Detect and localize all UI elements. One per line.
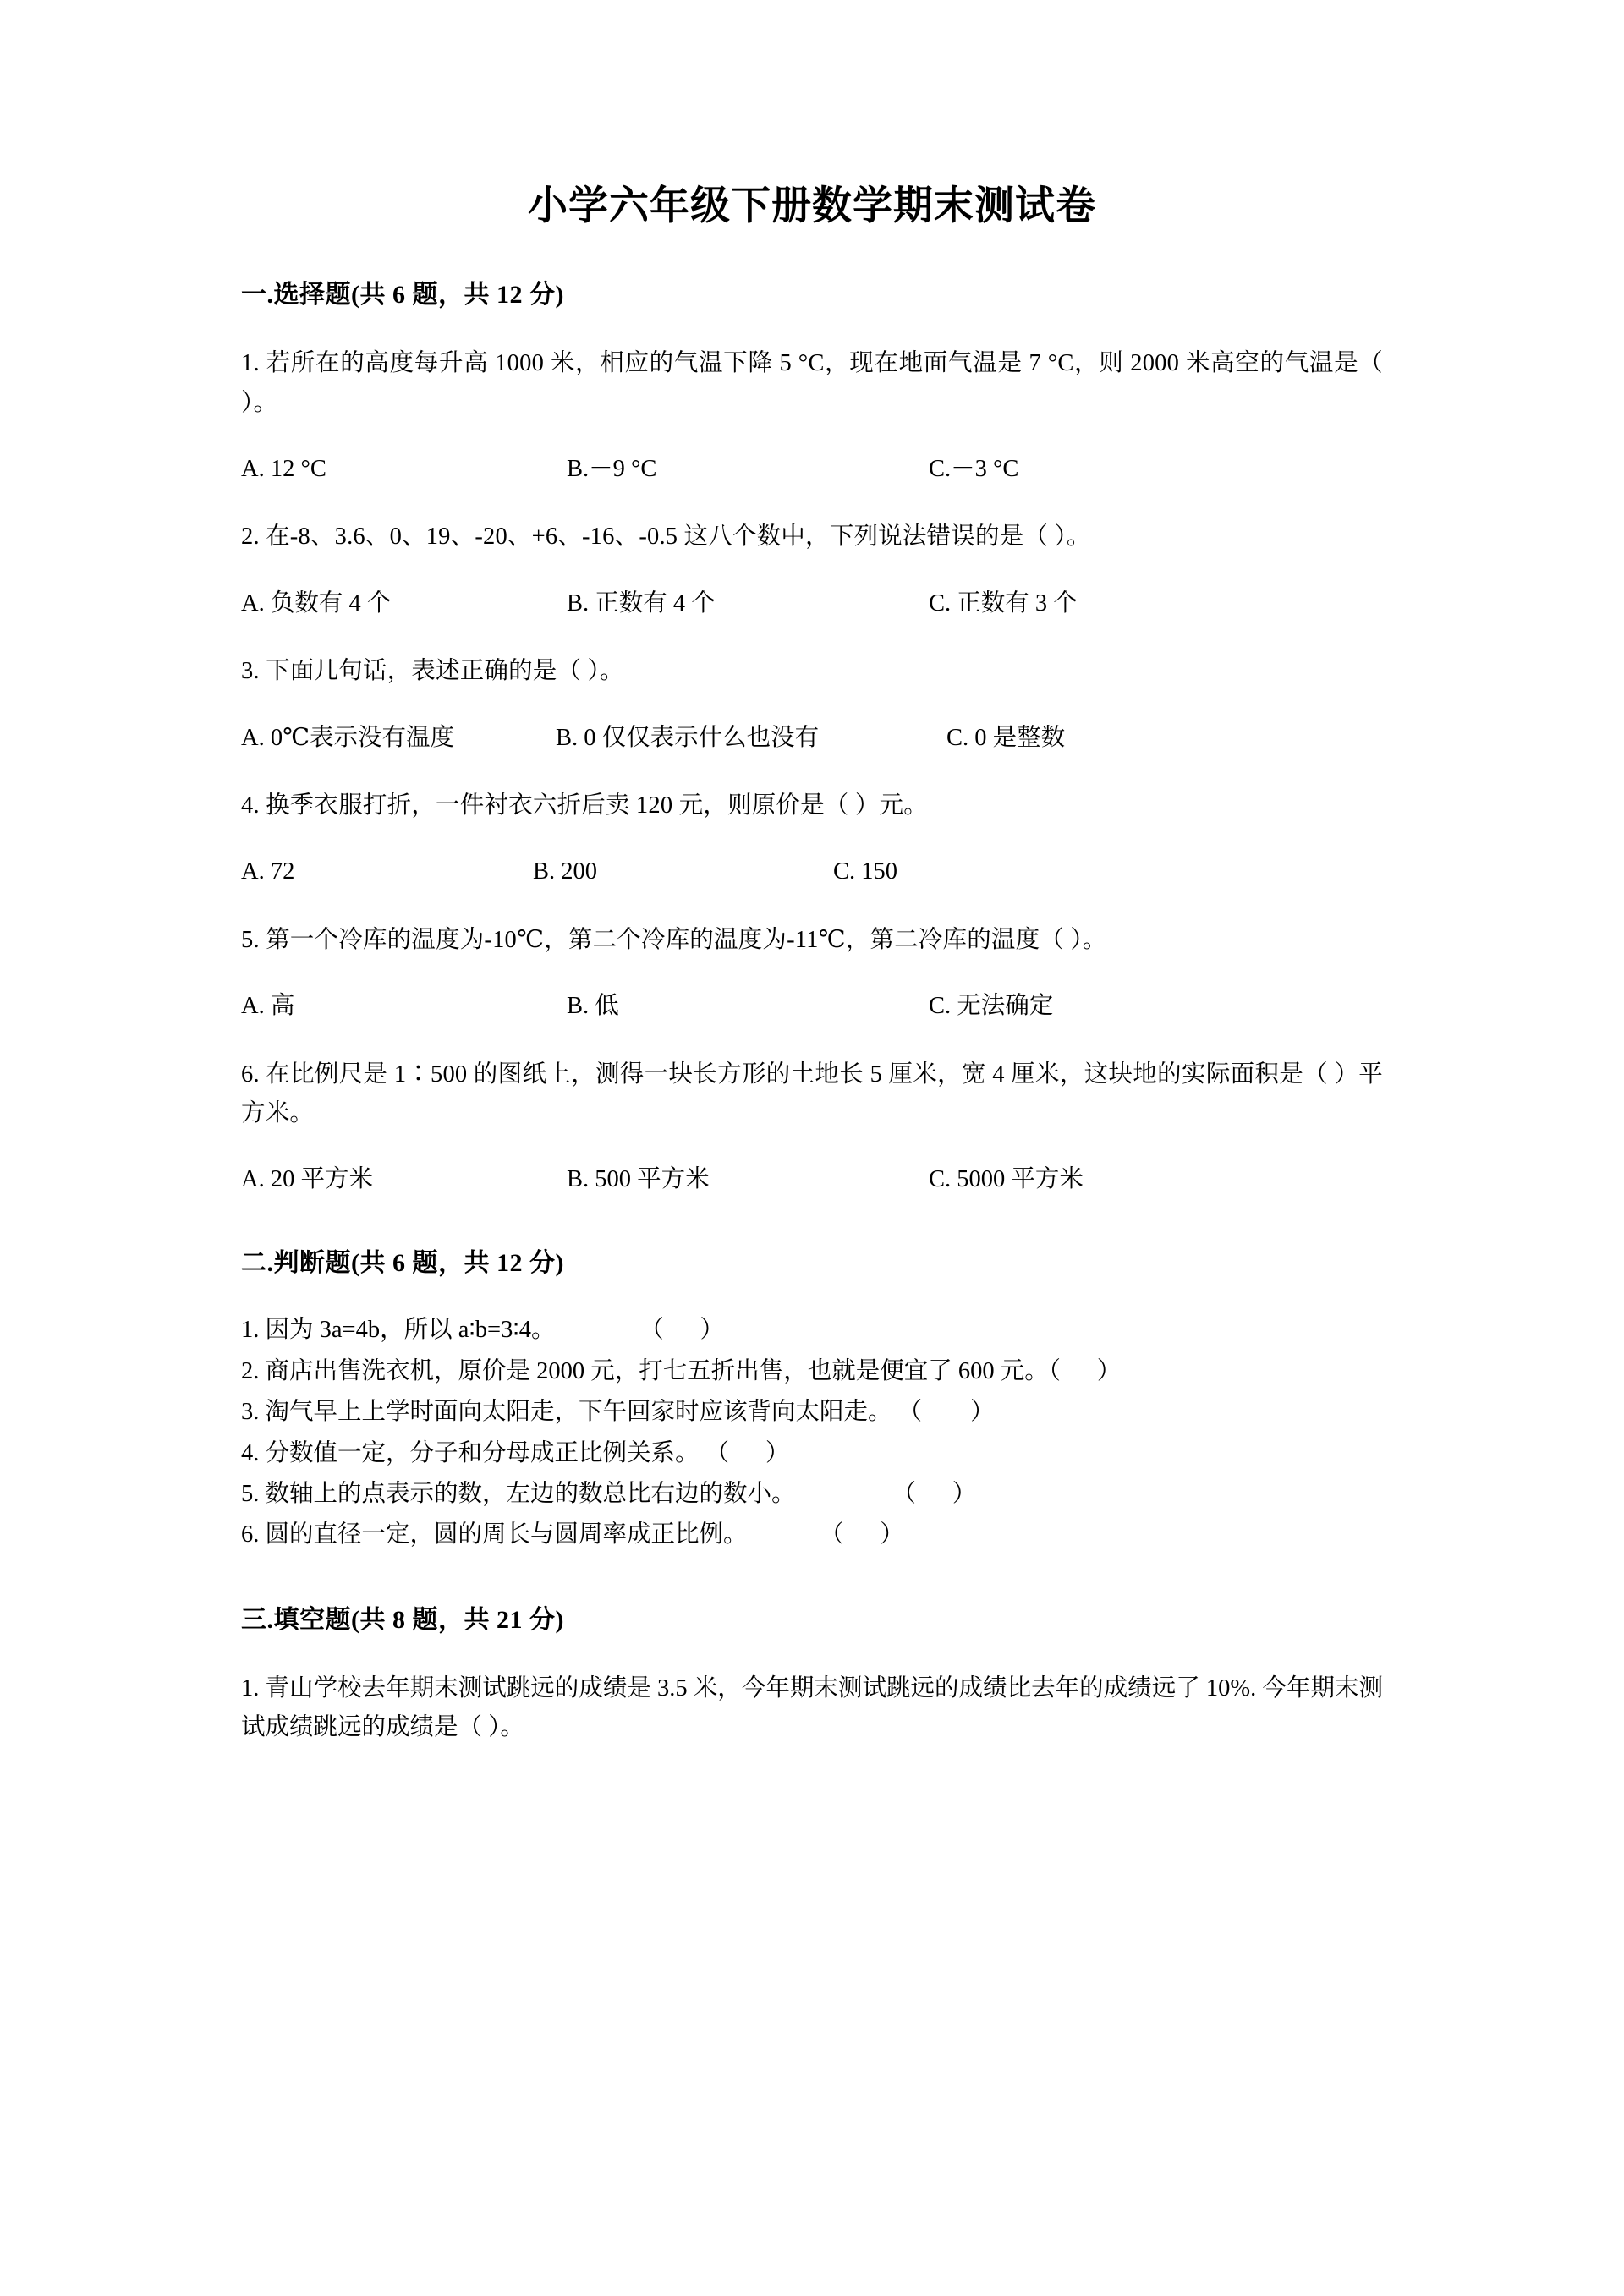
question-item	[241, 786, 1383, 890]
question-text: 4. 换季衣服打折，一件衬衣六折后卖 120 元，则原价是（ ）元。	[241, 792, 928, 819]
option-row	[241, 854, 1383, 890]
list-item	[241, 1515, 1383, 1554]
list-item	[241, 1311, 1383, 1350]
answer-bracket[interactable]: （ ）	[639, 1317, 725, 1344]
list-item	[241, 1475, 1383, 1514]
gap-spacer	[700, 1440, 705, 1466]
truefalse-text: 5. 数轴上的点表示的数，左边的数总比右边的数小。	[241, 1480, 796, 1507]
answer-bracket[interactable]: （ ）	[1048, 1357, 1122, 1384]
list-item	[241, 1434, 1383, 1473]
option-c[interactable]: C. 150	[833, 858, 898, 885]
truefalse-text: 6. 圆的直径一定，圆的周长与圆周率成正比例。	[241, 1521, 748, 1548]
option-a[interactable]: A. 0℃表示没有温度	[241, 724, 454, 751]
list-item	[241, 1352, 1383, 1391]
gap-spacer	[796, 1481, 892, 1507]
answer-bracket[interactable]: （ ）	[892, 1480, 977, 1507]
option-b[interactable]: B. 正数有 4 个	[567, 589, 716, 616]
truefalse-text: 2. 商店出售洗衣机，原价是 2000 元，打七五折出售，也就是便宜了 600 元。	[241, 1357, 1049, 1384]
fillblank-list	[241, 1669, 1383, 1748]
answer-bracket[interactable]: （ ）	[820, 1521, 904, 1548]
truefalse-text: 4. 分数值一定，分子和分母成正比例关系。	[241, 1439, 700, 1466]
gap-spacer	[892, 1399, 898, 1425]
question-text: 3. 下面几句话，表述正确的是（ ）。	[241, 658, 624, 685]
option-a[interactable]: A. 20 平方米	[241, 1166, 373, 1193]
option-c[interactable]: C. 0 是整数	[946, 724, 1066, 751]
answer-bracket[interactable]: （ ）	[897, 1399, 995, 1426]
option-b[interactable]: B. 0 仅仅表示什么也没有	[556, 724, 820, 751]
option-row	[241, 721, 1383, 757]
option-a[interactable]: A. 12 °C	[241, 455, 326, 482]
list-item	[241, 1393, 1383, 1432]
option-b[interactable]: B. 500 平方米	[567, 1166, 710, 1193]
list-item: 1. 青山学校去年期末测试跳远的成绩是 3.5 米，今年期末测试跳远的成绩比去年的成绩远了 10%. 今年期末测试成绩跳远的成绩是（ ）。	[241, 1674, 1383, 1741]
answer-bracket[interactable]: （ ）	[705, 1439, 790, 1466]
option-a[interactable]: A. 72	[241, 858, 295, 885]
question-item	[241, 1055, 1383, 1198]
question-item	[241, 652, 1383, 756]
option-b[interactable]: B. 200	[533, 858, 598, 885]
option-c[interactable]: C.－3 °C	[929, 455, 1019, 482]
section-heading-choice: 一.选择题(共 6 题，共 12 分)	[241, 281, 564, 310]
question-text: 6. 在比例尺是 1∶500 的图纸上，测得一块长方形的土地长 5 厘米，宽 4 厘米，这块地的实际面积是（ ）平方米。	[241, 1061, 1383, 1127]
option-b[interactable]: B.－9 °C	[567, 455, 657, 482]
option-a[interactable]: A. 负数有 4 个	[241, 589, 392, 616]
option-row	[241, 1162, 1383, 1198]
question-text: 5. 第一个冷库的温度为-10℃，第二个冷库的温度为-11℃，第二冷库的温度（ ）。	[241, 927, 1107, 954]
option-row	[241, 989, 1383, 1025]
gap-spacer	[748, 1521, 820, 1548]
page-title: 小学六年级下册数学期末测试卷	[528, 184, 1096, 228]
truefalse-list	[241, 1311, 1383, 1555]
question-item	[241, 518, 1383, 622]
option-b[interactable]: B. 低	[567, 993, 619, 1020]
option-a[interactable]: A. 高	[241, 993, 295, 1020]
option-row	[241, 586, 1383, 622]
truefalse-text: 1. 因为 3a=4b，所以 a∶b=3∶4。	[241, 1317, 556, 1344]
question-text: 2. 在-8、3.6、0、19、-20、+6、-16、-0.5 这八个数中，下列说法错误的是（ ）。	[241, 523, 1091, 551]
option-c[interactable]: C. 无法确定	[929, 993, 1054, 1020]
gap-spacer	[556, 1317, 640, 1343]
question-text: 1. 若所在的高度每升高 1000 米，相应的气温下降 5 °C，现在地面气温是 7 °C，则 2000 米高空的气温是（ ）。	[241, 350, 1383, 416]
option-c[interactable]: C. 5000 平方米	[929, 1166, 1084, 1193]
section-heading-truefalse: 二.判断题(共 6 题，共 12 分)	[241, 1249, 564, 1278]
question-item	[241, 344, 1383, 487]
section-heading-fillblank: 三.填空题(共 8 题，共 21 分)	[241, 1605, 564, 1634]
option-row	[241, 452, 1383, 488]
option-c[interactable]: C. 正数有 3 个	[929, 589, 1078, 616]
truefalse-text: 3. 淘气早上上学时面向太阳走，下午回家时应该背向太阳走。	[241, 1399, 892, 1426]
question-item	[241, 921, 1383, 1025]
